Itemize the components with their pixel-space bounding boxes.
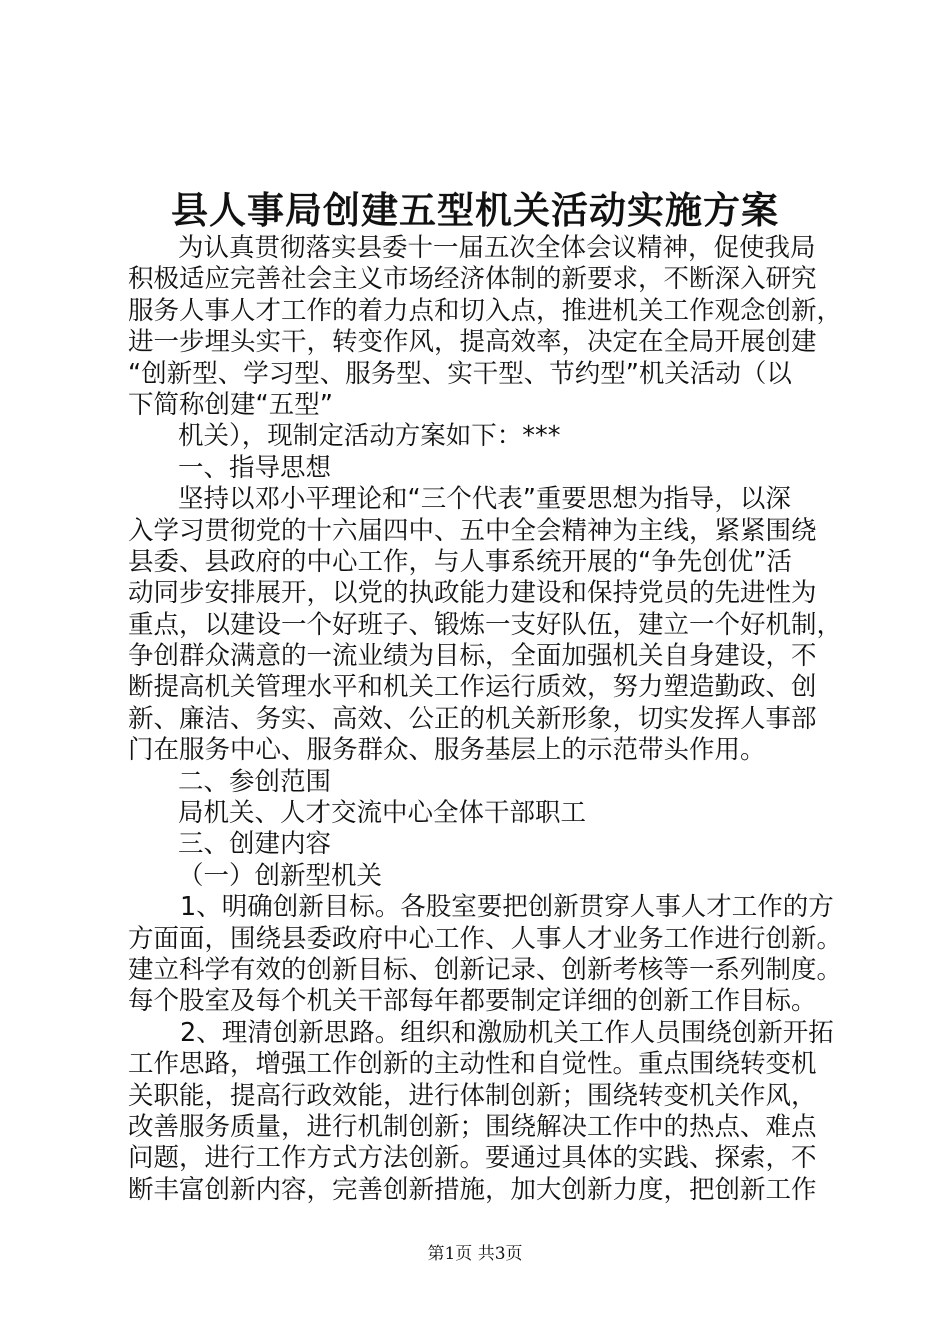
body-line: “创新型、学习型、服务型、实干型、节约型”机关活动（以 bbox=[128, 358, 792, 389]
body-line: 问题，进行工作方式方法创新。要通过具体的实践、探索，不 bbox=[128, 1143, 817, 1174]
body-line: 服务人事人才工作的着力点和切入点，推进机关工作观念创新， bbox=[128, 295, 843, 326]
subsection-heading: （一）创新型机关 bbox=[178, 860, 383, 891]
body-line: 重点，以建设一个好班子、锻炼一支好队伍，建立一个好机制， bbox=[128, 609, 843, 640]
body-line: 新、廉洁、务实、高效、公正的机关新形象，切实发挥人事部 bbox=[128, 703, 817, 734]
body-line: 进一步埋头实干，转变作风，提高效率，决定在全局开展创建 bbox=[128, 327, 817, 358]
body-line: 1、明确创新目标。各股室要把创新贯穿人事人才工作的方 bbox=[180, 892, 834, 923]
body-line: 方面面，围绕县委政府中心工作、人事人才业务工作进行创新。 bbox=[128, 923, 843, 954]
body-line: 门在服务中心、服务群众、服务基层上的示范带头作用。 bbox=[128, 735, 766, 766]
document-body bbox=[128, 233, 842, 1206]
body-line: 机关），现制定活动方案如下：*** bbox=[178, 421, 561, 452]
section-heading: 三、创建内容 bbox=[178, 829, 332, 860]
body-line: 每个股室及每个机关干部每年都要制定详细的创新工作目标。 bbox=[128, 986, 817, 1017]
body-line: 县委、县政府的中心工作，与人事系统开展的“争先创优”活 bbox=[128, 546, 792, 577]
body-line: 改善服务质量，进行机制创新；围绕解决工作中的热点、难点 bbox=[128, 1111, 817, 1142]
document-title: 县人事局创建五型机关活动实施方案 bbox=[171, 188, 779, 232]
page-footer: 第1页 共3页 bbox=[427, 1244, 523, 1264]
body-line: 断丰富创新内容，完善创新措施，加大创新力度，把创新工作 bbox=[128, 1174, 817, 1205]
body-line: 争创群众满意的一流业绩为目标，全面加强机关自身建设，不 bbox=[128, 641, 817, 672]
body-line: 动同步安排展开，以党的执政能力建设和保持党员的先进性为 bbox=[128, 578, 817, 609]
body-line: 下简称创建“五型” bbox=[128, 389, 333, 420]
body-line: 坚持以邓小平理论和“三个代表”重要思想为指导，以深 bbox=[178, 484, 791, 515]
section-heading: 二、参创范围 bbox=[178, 766, 332, 797]
body-line: 为认真贯彻落实县委十一届五次全体会议精神，促使我局 bbox=[178, 233, 816, 263]
body-line: 断提高机关管理水平和机关工作运行质效，努力塑造勤政、创 bbox=[128, 672, 817, 703]
section-heading: 一、指导思想 bbox=[178, 452, 332, 483]
body-line: 工作思路，增强工作创新的主动性和自觉性。重点围绕转变机 bbox=[128, 1049, 817, 1080]
body-line: 关职能，提高行政效能，进行体制创新；围绕转变机关作风， bbox=[128, 1080, 817, 1111]
body-line: 入学习贯彻党的十六届四中、五中全会精神为主线，紧紧围绕 bbox=[128, 515, 817, 546]
body-line: 2、理清创新思路。组织和激励机关工作人员围绕创新开拓 bbox=[180, 1017, 834, 1048]
body-line: 积极适应完善社会主义市场经济体制的新要求，不断深入研究 bbox=[128, 264, 817, 295]
body-line: 局机关、人才交流中心全体干部职工 bbox=[178, 798, 587, 829]
body-line: 建立科学有效的创新目标、创新记录、创新考核等一系列制度。 bbox=[128, 954, 843, 985]
